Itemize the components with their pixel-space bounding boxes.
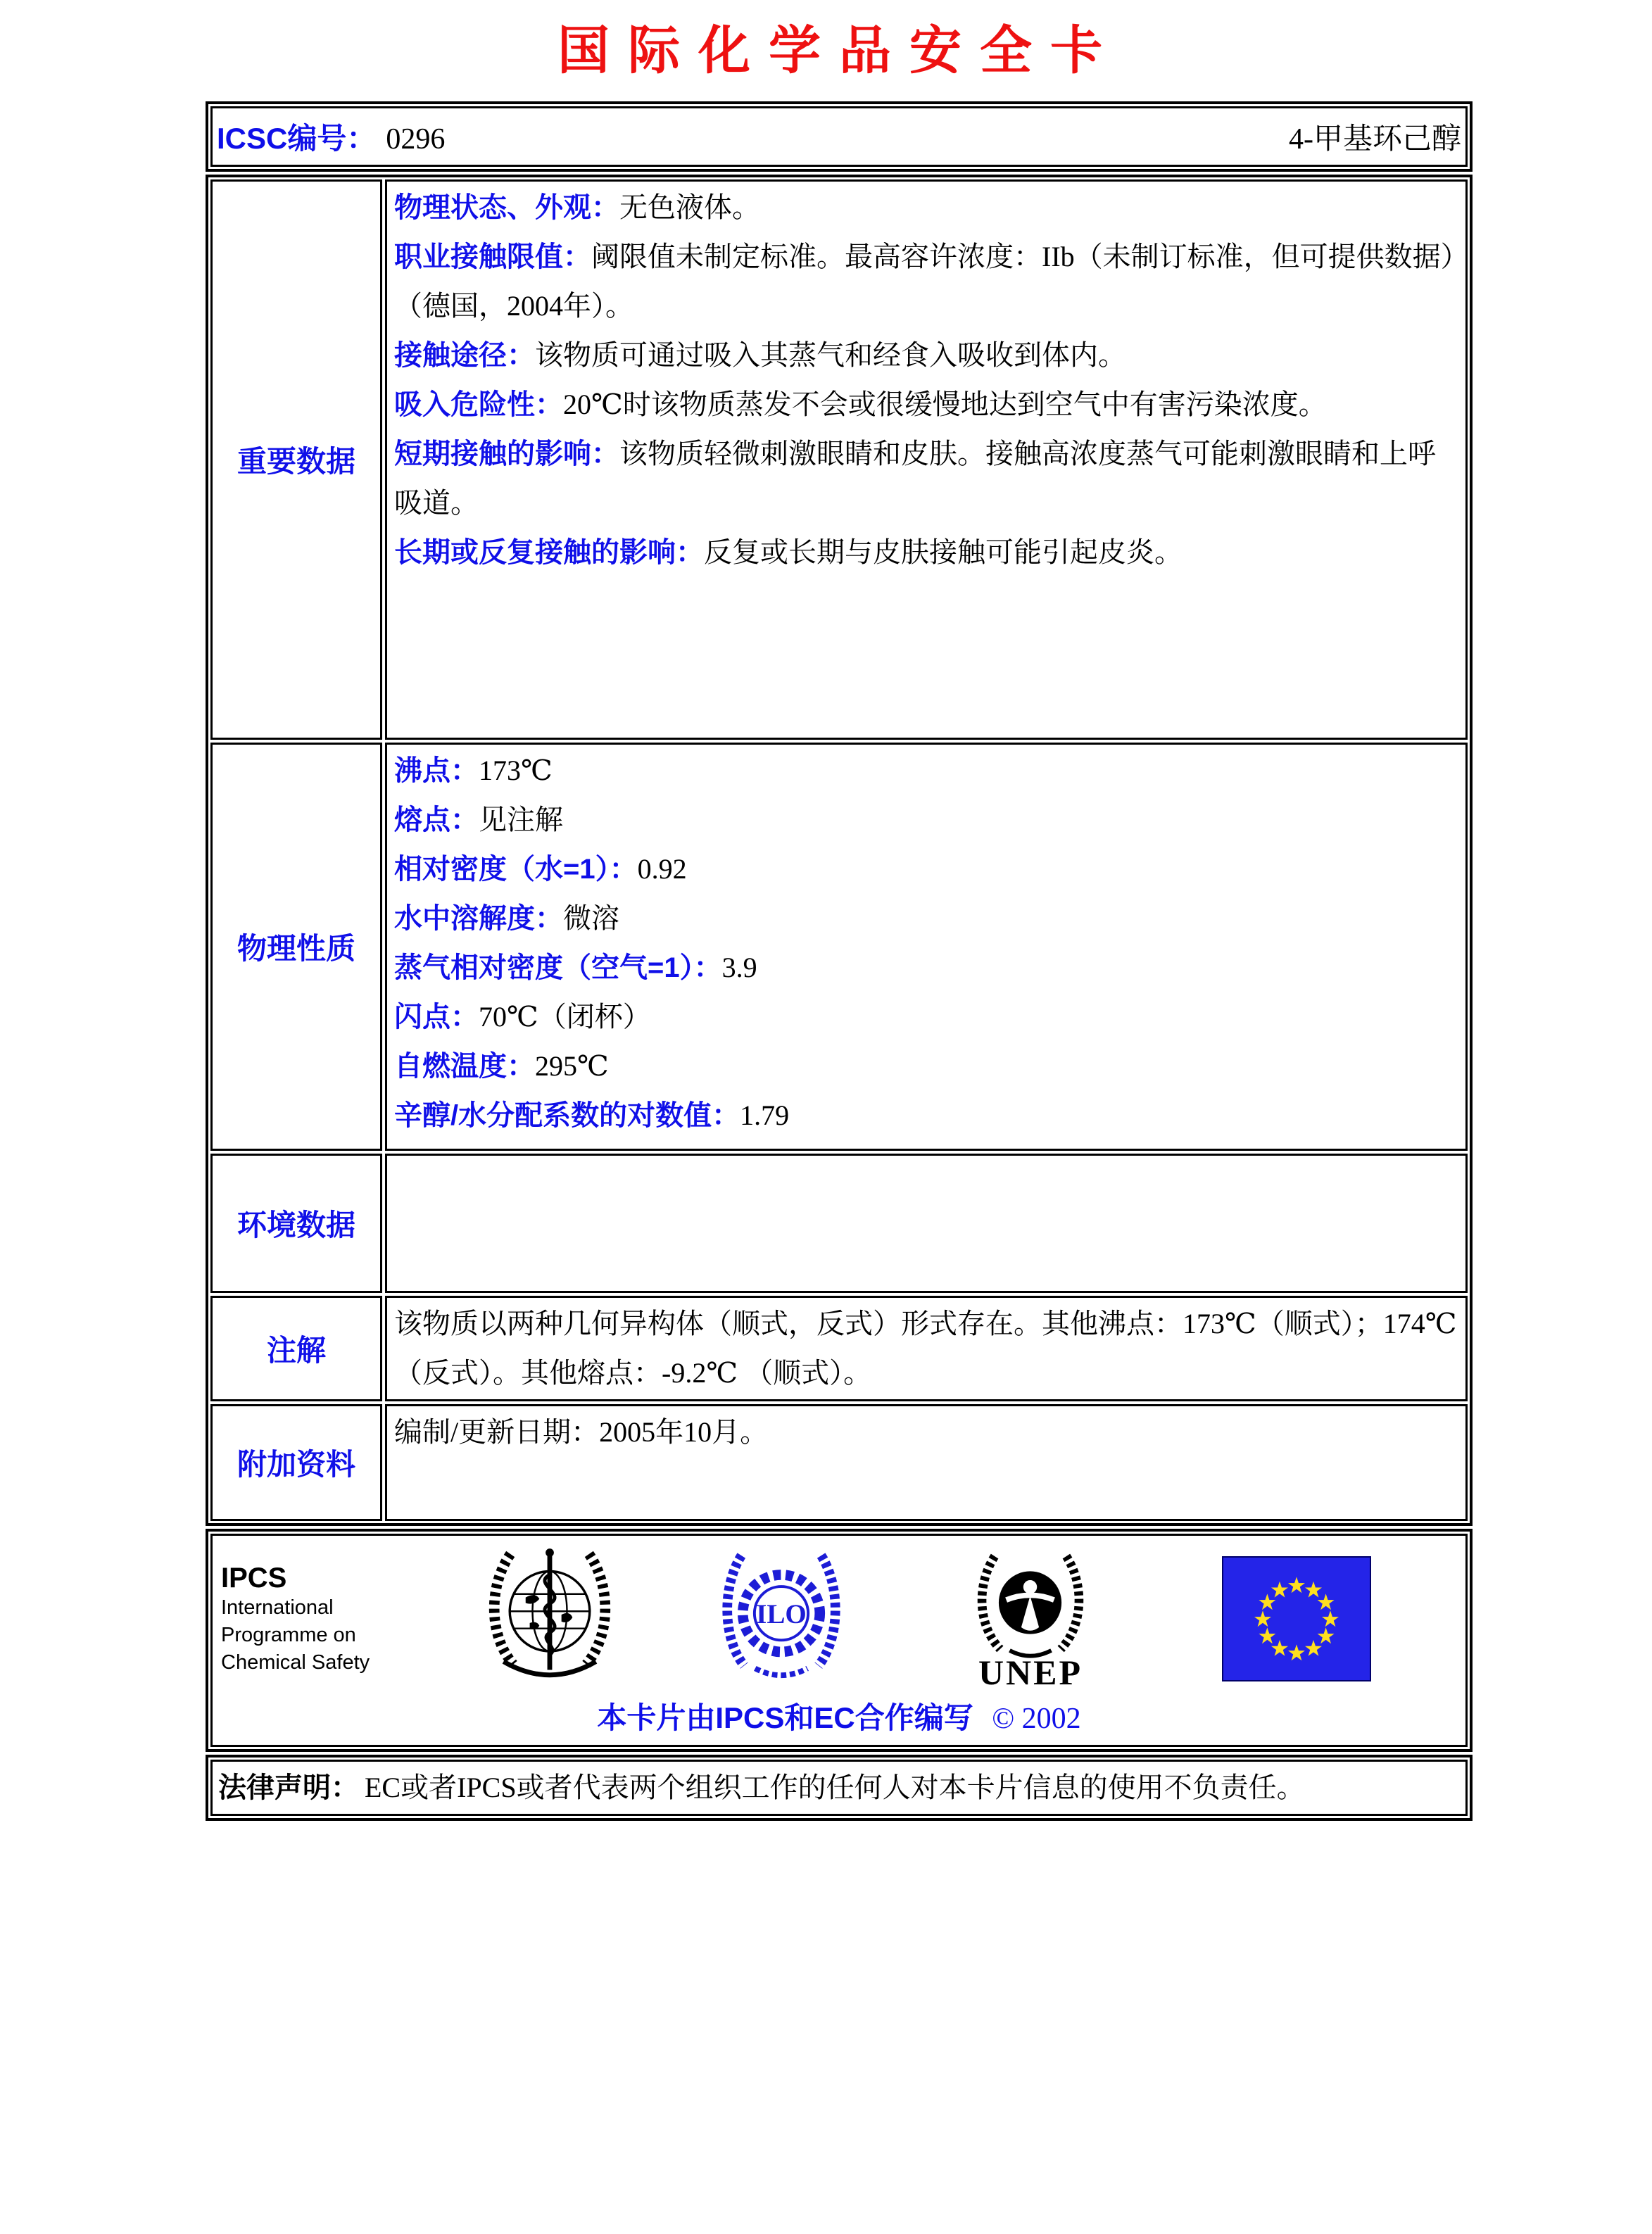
additional-info-content bbox=[385, 1404, 1468, 1521]
unep-logo-text: UNEP bbox=[978, 1653, 1083, 1692]
field-long-term-effects: 长期或反复接触的影响：反复或长期与皮肤接触可能引起皮炎。 bbox=[394, 536, 1183, 568]
credit-line bbox=[218, 1699, 1460, 1738]
ipcs-title: IPCS bbox=[221, 1562, 287, 1594]
credit-text: 本卡片由IPCS和EC合作编写 bbox=[597, 1701, 973, 1734]
field-boiling-point: 沸点：173℃ bbox=[394, 755, 553, 786]
field-relative-density: 相对密度（水=1）：0.92 bbox=[394, 853, 687, 885]
footer-content bbox=[210, 1534, 1468, 1747]
field-autoignition-temperature: 自燃温度：295℃ bbox=[394, 1050, 609, 1082]
section-label-additional-info: 附加资料 bbox=[210, 1404, 382, 1521]
legal-label: 法律声明： bbox=[218, 1772, 359, 1803]
header-row bbox=[210, 106, 1468, 167]
page-title: 国际化学品安全卡 bbox=[557, 23, 1121, 80]
footer-table bbox=[206, 1529, 1473, 1752]
ilo-logo-text: ILO bbox=[756, 1598, 807, 1629]
section-environmental-data bbox=[210, 1154, 1468, 1293]
field-water-solubility: 水中溶解度：微溶 bbox=[394, 902, 619, 934]
logos-row bbox=[218, 1546, 1460, 1692]
additional-info-text: 编制/更新日期：2005年10月。 bbox=[394, 1416, 769, 1448]
field-short-term-effects: 短期接触的影响：该物质轻微刺激眼睛和皮肤。接触高浓度蒸气可能刺激眼睛和上呼吸道。 bbox=[394, 438, 1436, 519]
field-vapour-density: 蒸气相对密度（空气=1）：3.9 bbox=[394, 952, 757, 983]
ipcs-subtitle-line2: Programme on bbox=[221, 1623, 356, 1646]
section-label-environmental-data: 环境数据 bbox=[210, 1154, 382, 1293]
field-routes-of-exposure: 接触途径：该物质可通过吸入其蒸气和经食入吸收到体内。 bbox=[394, 339, 1126, 371]
section-notes bbox=[210, 1296, 1468, 1401]
icsc-number-label: ICSC编号： bbox=[217, 122, 377, 155]
field-melting-point: 熔点：见注解 bbox=[394, 804, 563, 835]
field-octanol-water-partition: 辛醇/水分配系数的对数值：1.79 bbox=[394, 1099, 790, 1131]
section-label-physical-properties: 物理性质 bbox=[210, 743, 382, 1151]
ipcs-subtitle-line1: International bbox=[221, 1596, 334, 1619]
field-physical-state: 物理状态、外观：无色液体。 bbox=[394, 191, 760, 223]
icsc-number-value: 0296 bbox=[386, 123, 446, 156]
eu-flag-icon bbox=[1222, 1556, 1371, 1681]
credit-year: © 2002 bbox=[992, 1703, 1081, 1735]
section-important-data bbox=[210, 179, 1468, 740]
icsc-number-group bbox=[217, 115, 445, 158]
main-table bbox=[206, 175, 1473, 1526]
ipcs-subtitle-line3: Chemical Safety bbox=[221, 1651, 370, 1674]
section-additional-info bbox=[210, 1404, 1468, 1521]
who-logo-icon bbox=[484, 1546, 615, 1692]
field-inhalation-risk: 吸入危险性：20℃时该物质蒸发不会或很缓慢地达到空气中有害污染浓度。 bbox=[394, 389, 1327, 420]
legal-row bbox=[210, 1760, 1468, 1816]
section-physical-properties bbox=[210, 743, 1468, 1151]
important-data-content bbox=[385, 179, 1468, 740]
ipcs-block bbox=[221, 1562, 410, 1677]
environmental-data-content bbox=[385, 1154, 1468, 1293]
field-occupational-exposure-limits: 职业接触限值：阈限值未制定标准。最高容许浓度：IIb（未制订标准，但可提供数据）（德国，2004年）。 bbox=[394, 241, 1455, 322]
field-flash-point: 闪点：70℃（闭杯） bbox=[394, 1001, 651, 1033]
section-label-notes: 注解 bbox=[210, 1296, 382, 1401]
section-label-important-data: 重要数据 bbox=[210, 179, 382, 740]
chemical-name: 4-甲基环己醇 bbox=[1289, 123, 1461, 156]
ilo-logo-icon bbox=[719, 1549, 843, 1689]
icsc-card bbox=[206, 0, 1473, 1821]
notes-text: 该物质以两种几何异构体（顺式，反式）形式存在。其他沸点：173℃（顺式）；174℃（反式）。其他熔点：-9.2℃ （顺式）。 bbox=[394, 1308, 1457, 1389]
unep-logo-icon bbox=[974, 1548, 1087, 1690]
legal-text: EC或者IPCS或者代表两个组织工作的任何人对本卡片信息的使用不负责任。 bbox=[365, 1772, 1305, 1803]
header-table bbox=[206, 101, 1473, 172]
physical-properties-content bbox=[385, 743, 1468, 1151]
legal-table bbox=[206, 1755, 1473, 1821]
notes-content bbox=[385, 1296, 1468, 1401]
